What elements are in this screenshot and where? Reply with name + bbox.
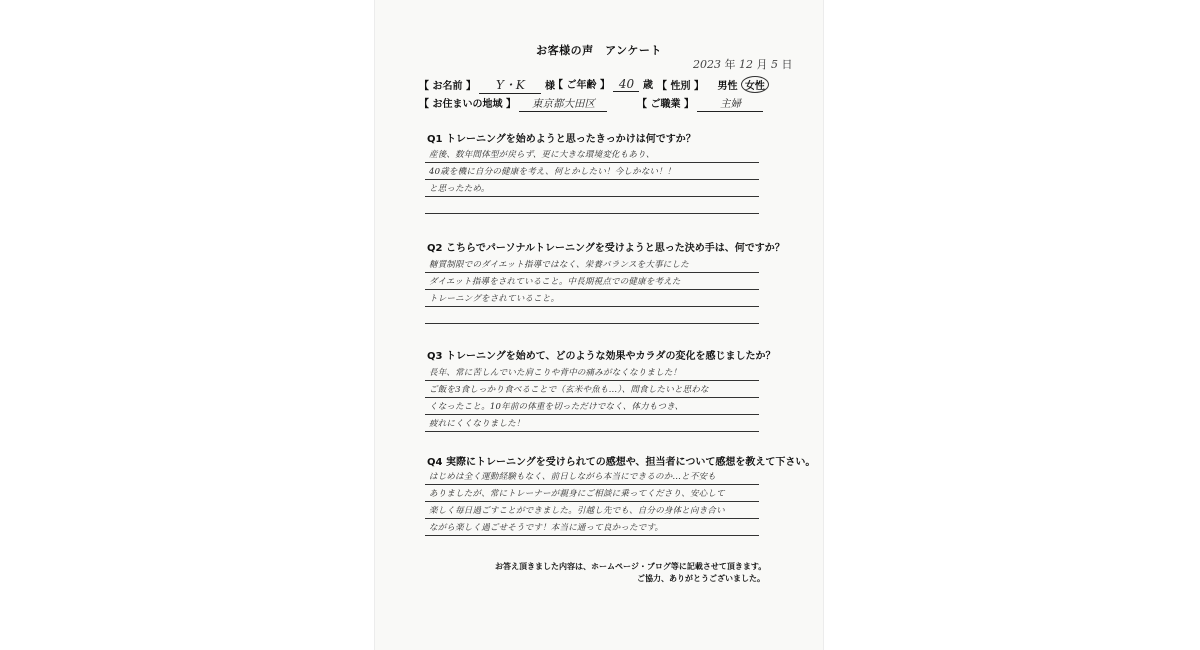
answer-text: くなったこと。10年前の体重を切っただけでなく、体力もつき、 (429, 402, 684, 412)
answer-line (425, 256, 759, 273)
answer-line (425, 398, 759, 415)
answer-text: 長年、常に苦しんでいた肩こりや背中の痛みがなくなりました！ (429, 368, 682, 378)
q3-title: Q3 トレーニングを始めて、どのような効果やカラダの変化を感じましたか？ (427, 351, 776, 362)
answer-text: トレーニングをされていること。 (429, 294, 560, 304)
age-field (553, 76, 653, 92)
answer-line (425, 290, 759, 307)
answer-text: 疲れにくくなりました！ (429, 419, 525, 429)
q2-title: Q2 こちらでパーソナルトレーニングを受けようと思った決め手は、何ですか？ (427, 243, 785, 254)
name-label: 【 お名前 】 (419, 81, 476, 92)
answer-line (425, 381, 759, 398)
age-suffix: 歳 (642, 80, 653, 91)
answer-text: はじめは全く運動経験もなく、前日しながら本当にできるのか…と不安も (429, 472, 716, 482)
gender-female-circled: 女性 (741, 76, 769, 93)
answer-text: ありましたが、常にトレーナーが親身にご相談に乗ってくださり、安心して (429, 489, 725, 499)
answer-line (425, 163, 759, 180)
name-value: Y・K (479, 76, 541, 94)
answer-text: と思ったため。 (429, 184, 490, 194)
footer-thanks: ご協力、ありがとうございました。 (637, 574, 765, 583)
date-month-label: 月 (756, 58, 768, 71)
answer-line (425, 307, 759, 324)
answer-line (425, 468, 759, 485)
form-title: お客様の声 アンケート (536, 44, 662, 57)
name-field (419, 76, 555, 94)
answer-line (425, 519, 759, 536)
answer-line (425, 197, 759, 214)
job-field (637, 95, 763, 112)
answer-text: ながら楽しく過ごせそうです！本当に通って良かったです。 (429, 523, 664, 533)
answer-text: 楽しく毎日過ごすことができました。引越し先でも、自分の身体と向き合い (429, 506, 725, 516)
answer-text: 産後、数年間体型が戻らず、更に大きな環境変化もあり、 (429, 150, 655, 160)
gender-male: 男性 (717, 81, 738, 92)
age-value: 40 (613, 77, 639, 92)
answer-line (425, 364, 759, 381)
address-field (419, 95, 607, 112)
q1-answer (425, 146, 759, 214)
footer-notice: お答え頂きました内容は、ホームページ・ブログ等に記載させて頂きます。 (495, 562, 767, 571)
answer-text: ご飯を3食しっかり食べることで（玄米や魚も…）、間食したいと思わな (429, 385, 709, 395)
q3-answer (425, 364, 759, 432)
q1-title: Q1 トレーニングを始めようと思ったきっかけは何ですか？ (427, 134, 696, 145)
form-date (693, 56, 793, 72)
job-label: 【 ご職業 】 (637, 99, 694, 110)
q4-answer (425, 468, 759, 536)
address-label: 【 お住まいの地域 】 (419, 99, 516, 110)
survey-sheet (375, 0, 823, 650)
job-value: 主婦 (697, 96, 763, 112)
gender-label: 【 性別 】 (657, 81, 704, 92)
answer-line (425, 415, 759, 432)
date-day: 5 (771, 58, 778, 71)
date-month: 12 (739, 58, 753, 71)
answer-line (425, 273, 759, 290)
gender-field (657, 76, 769, 93)
date-year-label: 年 (724, 58, 736, 71)
q4-title: Q4 実際にトレーニングを受けられての感想や、担当者について感想を教えて下さい。 (427, 457, 816, 468)
date-year: 2023 (693, 58, 721, 71)
answer-text: 40歳を機に自分の健康を考え、何とかしたい！今しかない！！ (429, 167, 676, 177)
answer-line (425, 485, 759, 502)
answer-line (425, 146, 759, 163)
q2-answer (425, 256, 759, 324)
answer-text: ダイエット指導をされていること。中長期視点での健康を考えた (429, 277, 681, 287)
name-suffix: 様 (544, 81, 555, 92)
answer-text: 糖質制限でのダイエット指導ではなく、栄養バランスを大事にした (429, 260, 689, 270)
age-label: 【 ご年齢 】 (553, 80, 610, 91)
address-value: 東京都大田区 (519, 96, 607, 112)
answer-line (425, 180, 759, 197)
answer-line (425, 502, 759, 519)
date-day-label: 日 (781, 58, 793, 71)
